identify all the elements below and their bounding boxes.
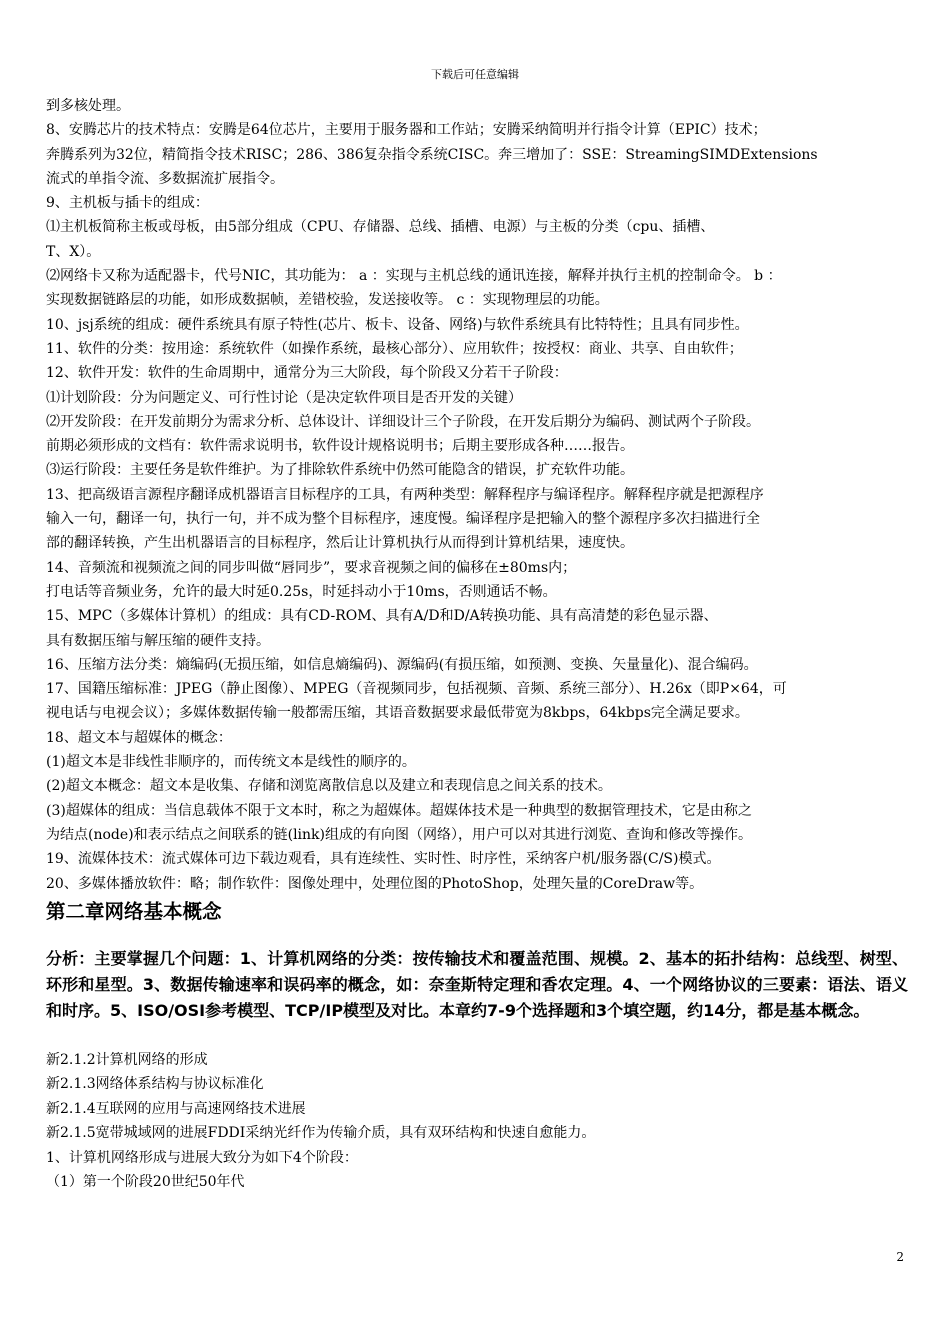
page-number: 2 <box>896 1250 904 1264</box>
text-line: 10、jsj系统的组成：硬件系统具有原子特性(芯片、板卡、设备、网络)与软件系统具有比特特性；且具有同步性。 <box>46 316 749 333</box>
text-line: 视电话与电视会议）；多媒体数据传输一般都需压缩，其语音数据要求最低带宽为8kbps，64kbps完全满足要求。 <box>46 705 749 722</box>
text-line: 具有数据压缩与解压缩的硬件支持。 <box>46 632 270 649</box>
text-line: 流式的单指令流、多数据流扩展指令。 <box>46 170 284 187</box>
text-line: 18、超文本与超媒体的概念： <box>46 729 232 746</box>
text-line: ⑵网络卡又称为适配器卡，代号NIC，其功能为： a ：实现与主机总线的通讯连接，解释并执行主机的控制命令。 b ： <box>46 268 782 285</box>
section-line: （1）第一个阶段20世纪50年代 <box>46 1174 245 1191</box>
text-line: ⑵开发阶段：在开发前期分为需求分析、总体设计、详细设计三个子阶段，在开发后期分为编码、测试两个子阶段。 <box>46 413 760 430</box>
text-line: 部的翻译转换，产生出机器语言的目标程序，然后让计算机执行从而得到计算机结果，速度快。 <box>46 535 634 552</box>
document-body <box>46 94 908 1195</box>
section-line: 新2.1.4互联网的应用与高速网络技术进展 <box>46 1100 306 1117</box>
text-line: 9、主机板与插卡的组成： <box>46 195 209 212</box>
section-line: 新2.1.5宽带城域网的进展FDDI采纳光纤作为传输介质，具有双环结构和快速自愈能力。 <box>46 1125 596 1142</box>
text-line: 13、把高级语言源程序翻译成机器语言目标程序的工具，有两种类型：解释程序与编译程序。解释程序就是把源程序 <box>46 486 764 503</box>
text-line: 8、安腾芯片的技术特点：安腾是64位芯片，主要用于服务器和工作站；安腾采纳简明并行指令计算（EPIC）技术； <box>46 122 767 139</box>
page-header: 下载后可任意编辑 <box>431 68 519 81</box>
text-line: 打电话等音频业务，允许的最大时延0.25s，时延抖动小于10ms，否则通话不畅。 <box>46 583 557 600</box>
chapter-analysis: 分析：主要掌握几个问题：1、计算机网络的分类：按传输技术和覆盖范围、规模。2、基本的拓扑结构：总线型、树型、环形和星型。3、数据传输速率和误码率的概念，如：奈奎斯特定理和香农定理。4、一个网络协议的三要素：语法、语义和时序。5、ISO/OSI参考模型、TCP/IP模型及对比。本章约7-9个选择题和3个填空题，约14分，都是基本概念。 <box>46 948 908 1020</box>
section-line: 新2.1.3网络体系结构与协议标准化 <box>46 1076 264 1093</box>
text-line: ⑴主机板简称主板或母板，由5部分组成（CPU、存储器、总线、插槽、电源）与主板的分类（cpu、插槽、 <box>46 219 715 236</box>
text-line: 前期必须形成的文档有：软件需求说明书，软件设计规格说明书；后期主要形成各种……报告。 <box>46 438 634 455</box>
text-line: 12、软件开发：软件的生命周期中，通常分为三大阶段，每个阶段又分若干子阶段： <box>46 365 568 382</box>
section-list <box>46 1048 908 1195</box>
text-line: 奔腾系列为32位，精简指令技术RISC；286、386复杂指令系统CISC。奔三增加了：SSE：StreamingSIMDExtensions <box>46 146 818 163</box>
paragraph-list <box>46 94 908 896</box>
text-line: (3)超媒体的组成：当信息载体不限于文本时，称之为超媒体。超媒体技术是一种典型的数据管理技术，它是由称之 <box>46 802 752 819</box>
text-line: 19、流媒体技术：流式媒体可边下载边观看，具有连续性、实时性、时序性，采纳客户机/服务器(C/S)模式。 <box>46 851 721 868</box>
text-line: 输入一句，翻译一句，执行一句，并不成为整个目标程序，速度慢。编译程序是把输入的整个源程序多次扫描进行全 <box>46 511 760 528</box>
text-line: 为结点(node)和表示结点之间联系的链(link)组成的有向图（网络），用户可以对其进行浏览、查询和修改等操作。 <box>46 826 752 843</box>
section-line: 新2.1.2计算机网络的形成 <box>46 1051 208 1068</box>
text-line: ⑴计划阶段：分为问题定义、可行性讨论（是决定软件项目是否开发的关键） <box>46 389 522 406</box>
section-line: 1、计算机网络形成与进展大致分为如下4个阶段： <box>46 1149 358 1166</box>
text-line: 15、MPC（多媒体计算机）的组成：具有CD-ROM、具有A/D和D/A转换功能、具有高清楚的彩色显示器、 <box>46 608 718 625</box>
text-line: 17、国籍压缩标准：JPEG（静止图像）、MPEG（音视频同步，包括视频、音频、系统三部分）、H.26x（即P×64，可 <box>46 681 787 698</box>
text-line: 实现数据链路层的功能，如形成数据帧，差错校验，发送接收等。 c ：实现物理层的功能。 <box>46 292 609 309</box>
text-line: (2)超文本概念：超文本是收集、存储和浏览离散信息以及建立和表现信息之间关系的技术。 <box>46 778 612 795</box>
text-line: 16、压缩方法分类：熵编码(无损压缩，如信息熵编码)、源编码(有损压缩，如预测、变换、矢量量化)、混合编码。 <box>46 656 758 673</box>
text-line: (1)超文本是非线性非顺序的，而传统文本是线性的顺序的。 <box>46 754 416 771</box>
text-line: ⑶运行阶段：主要任务是软件维护。为了排除软件系统中仍然可能隐含的错误，扩充软件功能。 <box>46 462 634 479</box>
text-line: 14、音频流和视频流之间的同步叫做“唇同步”，要求音视频之间的偏移在±80ms内； <box>46 559 577 576</box>
text-line: 20、多媒体播放软件：略；制作软件：图像处理中，处理位图的PhotoShop，处理矢量的CoreDraw等。 <box>46 875 704 892</box>
text-line: T、X）。 <box>46 243 101 260</box>
text-line: 到多核处理。 <box>46 98 130 114</box>
chapter-title: 第二章网络基本概念 <box>46 899 222 923</box>
text-line: 11、软件的分类：按用途：系统软件（如操作系统，最核心部分）、应用软件；按授权：商业、共享、自由软件； <box>46 340 743 357</box>
